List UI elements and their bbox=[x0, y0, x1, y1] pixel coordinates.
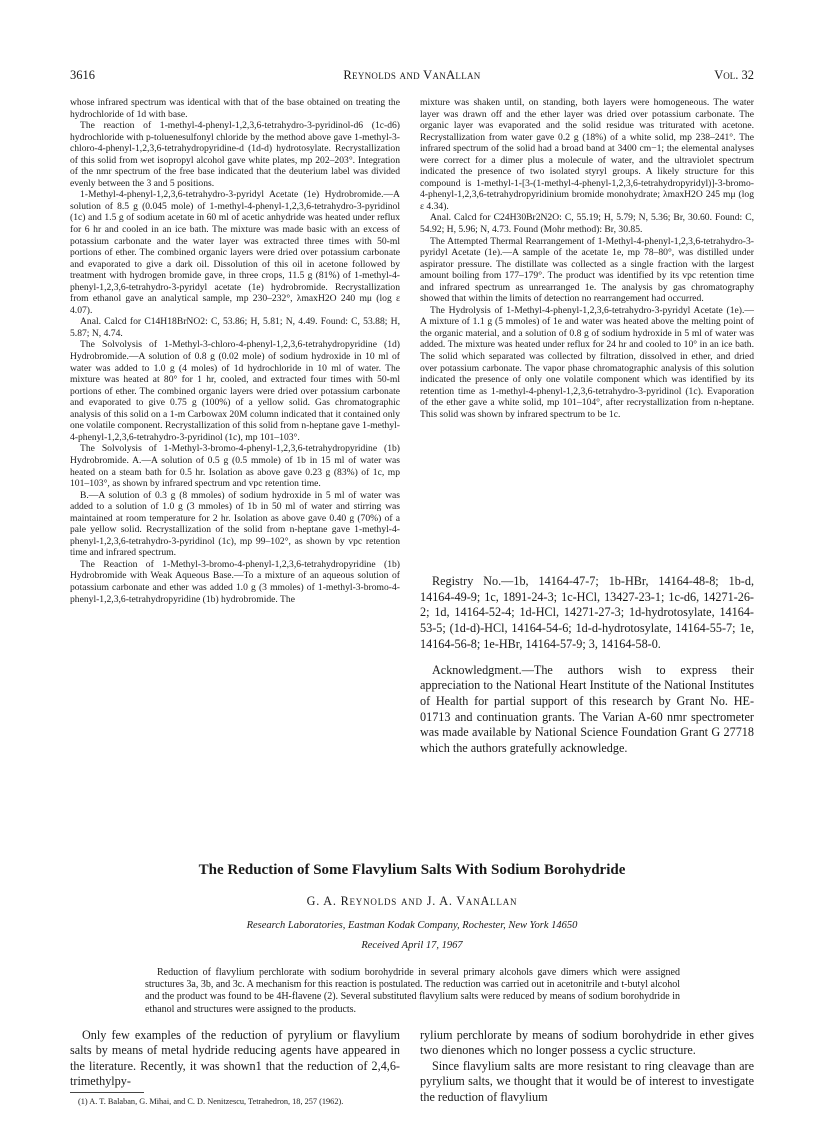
abstract bbox=[145, 967, 680, 1016]
paragraph: The reaction of 1-methyl-4-phenyl-1,2,3,6-tetrahydro-3-pyridinol-d6 (1c-d6) hydrochloride with p-toluenesulfonyl chloride by the method above gave 1-methyl-3-chloro-4-phenyl-1,2,3,6-tetrahydropyridine-d (1d-d) hydrotosylate. Recrystallization of this solid from wet isopropyl alcohol gave white plates, mp 202–203°. Integration of the nmr spectrum of the free base indicated that the deuterium label was divided evenly between the 3 and 5 positions. bbox=[70, 120, 400, 189]
volume-number: Vol. 32 bbox=[714, 68, 754, 82]
paragraph: The Attempted Thermal Rearrangement of 1-Methyl-4-phenyl-1,2,3,6-tetrahydro-3-pyridyl Acetate (1e).—A sample of the acetate 1e, mp 78–80°, was distilled under aspirator pressure. The distillate was collected as a single fraction with the largest amount boiling from 177–179°. The product was identified by its vpc retention time and infrared spectrum as unrearranged 1e. The analysis by gas chromatography showed that within the limits of detection no rearrangement had occurred. bbox=[420, 235, 754, 305]
intro-paragraph: Since flavylium salts are more resistant to ring cleavage than are pyrylium salts, we thought that it would be of interest to investigate the reduction of flavylium bbox=[420, 1058, 754, 1104]
registry-section bbox=[420, 574, 754, 757]
intro-paragraph: rylium perchlorate by means of sodium borohydride in ether gives two dienones which no longer possess a cyclic structure. bbox=[420, 1028, 754, 1058]
footnote-divider bbox=[70, 1092, 144, 1093]
analysis-paragraph: Anal. Calcd for C24H30Br2N2O: C, 55.19; H, 5.79; N, 5.36; Br, 30.60. Found: C, 54.92; H, 5.96; N, 4.73. Found (Mohr method): Br, 30.85. bbox=[420, 212, 754, 236]
paragraph: 1-Methyl-4-phenyl-1,2,3,6-tetrahydro-3-pyridyl Acetate (1e) Hydrobromide.—A solution of 8.5 g (0.045 mole) of 1-methyl-4-phenyl-1,2,3,6-tetrahydro-3-pyridinol (1c) and 1.5 g of sodium acetate in 60 ml of acetic anhydride was heated under reflux for 6 hr and cooled in an ice bath. The mixture was made basic with an excess of potassium carbonate and the water layer was extracted three times with 50-ml portions of ether. The combined organic layers were dried over potassium carbonate and evaporated to give a dark oil. Dissolution of this oil in acetone followed by treatment with hydrogen bromide gave, in three crops, 11.5 g (81%) of 1-methyl-4-phenyl-1,2,3,6-tetrahydro-3-pyridyl acetate (1e) hydrobromide. Recrystallization from ethanol gave an analytical sample, mp 230–232°, λmaxH2O 240 mμ (log ε 4.07). bbox=[70, 189, 400, 316]
paragraph: The Solvolysis of 1-Methyl-3-bromo-4-phenyl-1,2,3,6-tetrahydropyridine (1b) Hydrobromide. A.—A solution of 0.5 g (0.5 mmole) of 1b in 15 ml of water was heated on a steam bath for 0.5 hr. Isolation as above gave 0.23 g (83%) of 1c, mp 101–103°, as shown by infrared spectrum and vpc retention time. bbox=[70, 443, 400, 490]
running-head-authors: Reynolds and VanAllan bbox=[343, 68, 481, 82]
paragraph: The Reaction of 1-Methyl-3-bromo-4-phenyl-1,2,3,6-tetrahydropyridine (1b) Hydrobromide with Weak Aqueous Base.—To a mixture of an aqueous solution of potassium carbonate and ether was added 1.0 g (3 mmoles) of 1-methyl-3-bromo-4-phenyl-1,2,3,6-tetrahydropyridine (1b) hydrobromide. The bbox=[70, 558, 400, 605]
received-date: Received April 17, 1967 bbox=[361, 940, 463, 951]
analysis-paragraph: Anal. Calcd for C14H18BrNO2: C, 53.86; H, 5.81; N, 4.49. Found: C, 53.88; H, 5.87; N, 4.74. bbox=[70, 316, 400, 339]
running-head bbox=[70, 68, 754, 84]
intro-paragraph: Only few examples of the reduction of pyrylium or flavylium salts by means of metal hydride reducing agents have appeared in the literature. Recently, it was shown1 that the reduction of 2,4,6-trimethylpy- bbox=[70, 1028, 400, 1089]
article-title: The Reduction of Some Flavylium Salts With Sodium Borohydride bbox=[198, 862, 626, 878]
footnote bbox=[70, 1097, 400, 1107]
page-number: 3616 bbox=[70, 68, 95, 82]
paragraph: mixture was shaken until, on standing, both layers were homogeneous. The water layer was drawn off and the ether layer was dried over potassium carbonate. The organic layer was evaporated and the solid residue was triturated with acetone. Recrystallization from water gave 0.2 g (18%) of a white solid, mp 238–241°. The infrared spectrum of the solid had a broad band at 3400 cm−1; the elemental analyses were correct for a dimer plus a molecule of water, and the ultraviolet spectrum indicated the presence of two isolated styryl groups. A likely structure for this compound is 1-methyl-1-[3-(1-methyl-4-phenyl-1,2,3,6-tetrahydropyridyl)]-3-bromo-4-phenyl-1,2,3,6-tetrahydropyridinium bromide monohydrate; λmaxH2O 245 mμ (log ε 4.34). bbox=[420, 97, 754, 212]
paragraph: whose infrared spectrum was identical with that of the base obtained on treating the hydrochloride of 1d with base. bbox=[70, 97, 400, 120]
acknowledgment: Acknowledgment.—The authors wish to express their appreciation to the National Heart Institute of the National Institutes of Health for partial support of this research by Grant No. HE-01713 and continuation grants. The Varian A-60 nmr spectrometer was made available by National Science Foundation Grant G 27718 which the authors gratefully acknowledge. bbox=[420, 662, 754, 756]
footnote-text: (1) A. T. Balaban, G. Mihai, and C. D. Nenitzescu, Tetrahedron, 18, 257 (1962). bbox=[78, 1097, 344, 1106]
registry-numbers: Registry No.—1b, 14164-47-7; 1b-HBr, 14164-48-8; 1b-d, 14164-49-9; 1c, 1891-24-3; 1c-HCl, 13427-23-1; 1c-d6, 14271-26-2; 1d, 14164-52-4; 1d-HCl, 14271-27-3; 1d-hydrotosylate, 14164-53-5; (1d-d)-HCl, 14164-54-6; 1d-d-hydrotosylate, 14164-55-7; 1e, 14164-56-8; 1e-HBr, 14164-57-9; 3, 14164-58-0. bbox=[420, 574, 754, 651]
abstract-text: Reduction of flavylium perchlorate with sodium borohydride in several primary alcohols gave dimers which were assigned structures 3a, 3b, and 3c. A mechanism for this reaction is postulated. The reduction was carried out in acetonitrile and t-butyl alcohol and the product was found to be 4H-flavene (2). Several substituted flavylium salts were reduced by means of sodium borohydride in ethanol and structures were assigned to the products. bbox=[145, 967, 680, 1015]
paragraph: B.—A solution of 0.3 g (8 mmoles) of sodium hydroxide in 5 ml of water was added to a solution of 1.0 g (3 mmoles) of 1b in 50 ml of water and stirring was maintained at room temperature for 2 hr. Isolation as above gave 0.40 g (70%) of a pale yellow solid. Recrystallization of the solid from n-heptane gave 1-methyl-4-phenyl-1,2,3,6-tetrahydro-3-pyridinol (1c), mp 99–102°, as shown by vpc retention time and infrared spectrum. bbox=[70, 489, 400, 559]
intro-right-column bbox=[420, 1028, 754, 1105]
affiliation: Research Laboratories, Eastman Kodak Company, Rochester, New York 14650 bbox=[246, 920, 578, 931]
left-column-experimental bbox=[70, 97, 400, 605]
right-column-experimental bbox=[420, 97, 754, 420]
paragraph: The Solvolysis of 1-Methyl-3-chloro-4-phenyl-1,2,3,6-tetrahydropyridine (1d) Hydrobromide.—A solution of 0.8 g (0.02 mole) of sodium hydroxide in 10 ml of water was added to 1.0 g (4 moles) of 1d hydrochloride in 10 ml of water. The mixture was heated at 80° for 1 hr, cooled, and extracted four times with 50-ml portions of ether. The combined organic layers were dried over potassium carbonate and evaporated to give 0.75 g (100%) of a yellow solid. Gas chromatographic analysis of this solid on a 1-m Carbowax 20M column indicated that it contained only one volatile component. Recrystallization of this solid from n-heptane gave 1-methyl-4-phenyl-1,2,3,6-tetrahydro-3-pyridinol (1c), mp 101–103°. bbox=[70, 339, 400, 443]
article-authors: G. A. Reynolds and J. A. VanAllan bbox=[306, 894, 518, 908]
paragraph: The Hydrolysis of 1-Methyl-4-phenyl-1,2,3,6-tetrahydro-3-pyridyl Acetate (1e).—A mixture of 1.1 g (5 mmoles) of 1e and water was heated above the melting point of the organic material, and a solution of 0.8 g of sodium hydroxide in 5 ml of water was added. The mixture was heated under reflux for 24 hr and cooled to 10° in an ice bath. The solid which separated was collected by filtration, dissolved in ether, and dried over potassium carbonate. The vapor phase chromatographic analysis of this solution indicated the presence of only one volatile component which was identified by its retention time as 1-methyl-4-phenyl-1,2,3,6-tetrahydro-3-pyridinol (1c). Evaporation of the ether gave a white solid, mp 101–104°, after recrystallization from n-heptane. This solid was shown by infrared spectrum to be 1c. bbox=[420, 304, 754, 420]
intro-left-column bbox=[70, 1028, 400, 1090]
